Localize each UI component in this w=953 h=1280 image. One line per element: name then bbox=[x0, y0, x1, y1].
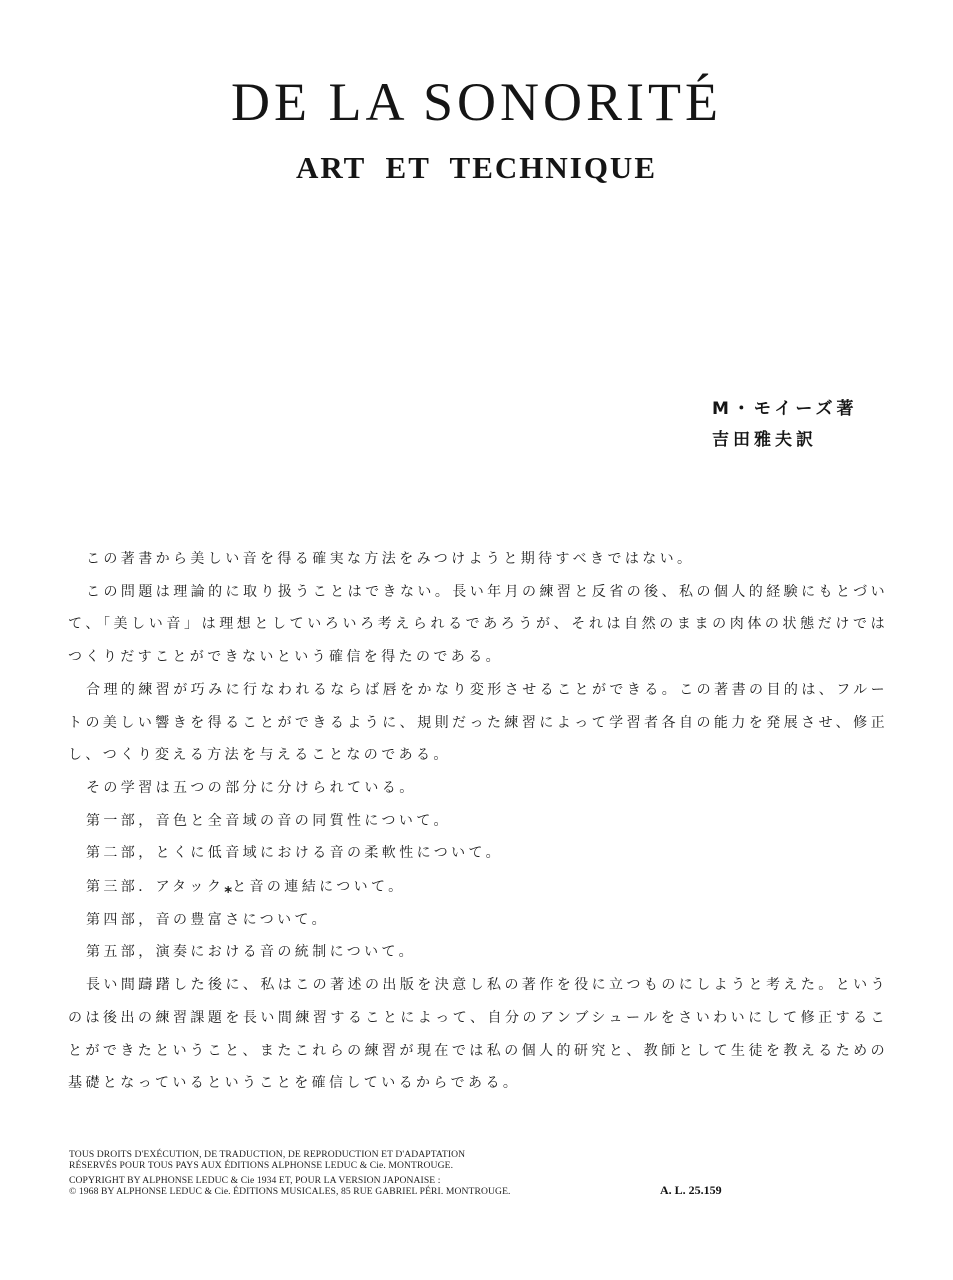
preface-body bbox=[68, 543, 888, 1100]
paragraph-intro: この著書から美しい音を得る確実な方法をみつけようと期待すべきではない。 bbox=[86, 551, 695, 567]
translator-credit: 吉田雅夫訳 bbox=[712, 430, 817, 450]
paragraph-problem: この問題は理論的に取り扱うことはできない。長い年月の練習と反省の後、私の個人的経験にもとづいて、「美しい音」は理想としていろいろ考えられるであろうが、それは自然のままの肉体の状態だけではつくりだすことができないという確信を得たのである。 bbox=[68, 583, 888, 666]
part-five: 第五部，演奏における音の統制について。 bbox=[86, 944, 417, 961]
rights-line-2: RÉSERVÉS POUR TOUS PAYS AUX ÉDITIONS ALPHONSE LEDUC & Cie. MONTROUGE. bbox=[69, 1160, 454, 1171]
rights-line-1: TOUS DROITS D'EXÉCUTION, DE TRADUCTION, DE REPRODUCTION ET D'ADAPTATION bbox=[69, 1149, 466, 1160]
page-title: DE LA SONORITÉ bbox=[231, 72, 722, 132]
part-three-after: と音の連結について。 bbox=[232, 879, 406, 896]
part-two: 第二部，とくに低音域における音の柔軟性について。 bbox=[86, 845, 504, 862]
author-credit: M・モイーズ著 bbox=[712, 399, 858, 419]
credits-block bbox=[712, 394, 858, 456]
part-four: 第四部，音の豊富さについて。 bbox=[86, 911, 330, 928]
part-three-before: 第三部．アタック bbox=[86, 879, 225, 896]
page-subtitle: ART ET TECHNIQUE bbox=[295, 150, 658, 185]
paragraph-parts-intro: その学習は五つの部分に分けられている。 bbox=[86, 779, 417, 796]
catalog-number: A. L. 25.159 bbox=[660, 1183, 722, 1197]
part-one: 第一部，音色と全音域の音の同質性について。 bbox=[86, 812, 451, 829]
paragraph-purpose: 合理的練習が巧みに行なわれるならば唇をかなり変形させることができる。この著書の目的は、フルートの美しい響きを得ることができるように、規則だった練習によって学習者各自の能力を発展させ、修正し、つくり変える方法を与えることなのである。 bbox=[68, 681, 888, 764]
paragraph-closing: 長い間躊躇した後に、私はこの著述の出版を決意し私の著作を役に立つものにしようと考えた。というのは後出の練習課題を長い間練習することによって、自分のアンブシュールをさいわいにして修正することができたということ、またこれらの練習が現在では私の個人的研究と、教師として生徒を教えるための基礎となっているということを確信しているからである。 bbox=[68, 977, 888, 1092]
copyright-line-2: © 1968 BY ALPHONSE LEDUC & Cie. ÉDITIONS MUSICALES, 85 RUE GABRIEL PÉRI. MONTROUGE. bbox=[69, 1186, 511, 1197]
copyright-notice bbox=[69, 1149, 511, 1197]
footnote-marker: * bbox=[224, 883, 233, 902]
part-three bbox=[68, 870, 888, 904]
copyright-line-1: COPYRIGHT BY ALPHONSE LEDUC & Cie 1934 ET, POUR LA VERSION JAPONAISE : bbox=[69, 1175, 441, 1186]
